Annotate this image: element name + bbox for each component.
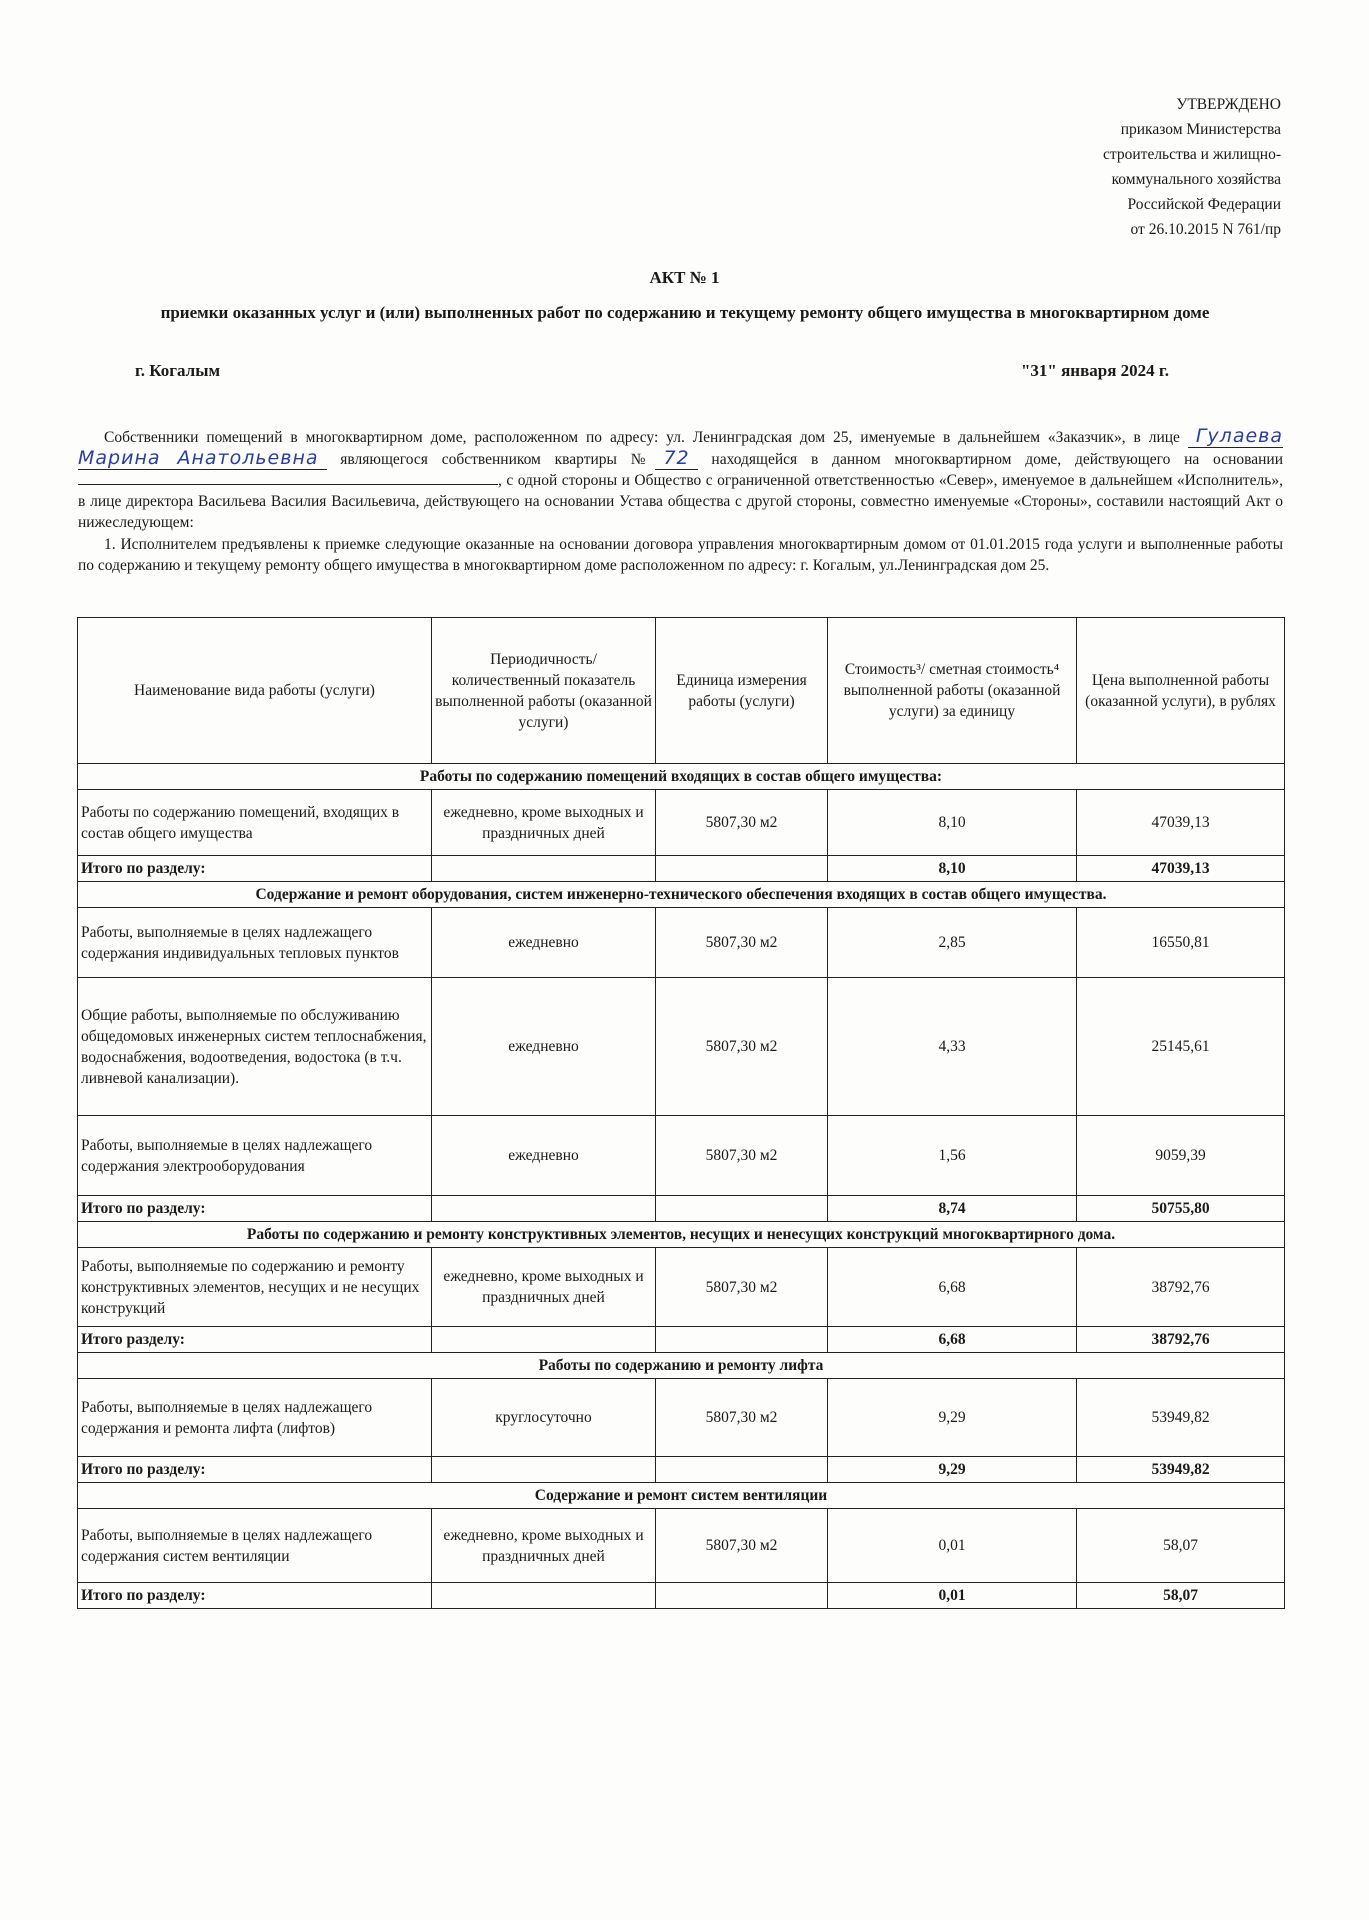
section-title: Работы по содержанию и ремонту лифта	[78, 1353, 1285, 1379]
cell-name: Работы, выполняемые в целях надлежащего содержания электрооборудования	[78, 1116, 432, 1196]
cell-price: 53949,82	[1077, 1379, 1285, 1457]
table-row	[78, 978, 1285, 1116]
empty-cell	[432, 1196, 656, 1222]
empty-cell	[432, 1583, 656, 1609]
empty-cell	[656, 1327, 828, 1353]
handwritten-apartment: 72	[655, 447, 697, 470]
approval-line: приказом Министерства	[1120, 121, 1281, 138]
table-row	[78, 1379, 1285, 1457]
cell-cost: 1,56	[828, 1116, 1077, 1196]
cell-unit: 5807,30 м2	[656, 1509, 828, 1583]
empty-cell	[432, 1327, 656, 1353]
clause-paragraph	[78, 534, 1283, 576]
total-label: Итого по разделу:	[78, 856, 432, 882]
section-title: Работы по содержанию помещений входящих в состав общего имущества:	[78, 764, 1285, 790]
approval-line: Российской Федерации	[1127, 196, 1281, 213]
cell-period: ежедневно, кроме выходных и праздничных дней	[432, 1248, 656, 1327]
section-title: Содержание и ремонт систем вентиляции	[78, 1483, 1285, 1509]
cell-price: 47039,13	[1077, 790, 1285, 856]
cell-price: 9059,39	[1077, 1116, 1285, 1196]
section-title-row	[78, 882, 1285, 908]
cell-period: ежедневно	[432, 1116, 656, 1196]
total-cost: 0,01	[828, 1583, 1077, 1609]
cell-name: Работы, выполняемые по содержанию и ремонту конструктивных элементов, несущих и не несущих конструкций	[78, 1248, 432, 1327]
section-title-row	[78, 764, 1285, 790]
cell-name: Общие работы, выполняемые по обслуживанию общедомовых инженерных систем теплоснабжения, водоснабжения, водоотведения, водостока (в т.ч. ливневой канализации).	[78, 978, 432, 1116]
cell-period: круглосуточно	[432, 1379, 656, 1457]
empty-cell	[432, 856, 656, 882]
section-title: Содержание и ремонт оборудования, систем инженерно-технического обеспечения входящих в состав общего имущества.	[78, 882, 1285, 908]
empty-cell	[656, 1583, 828, 1609]
section-title-row	[78, 1222, 1285, 1248]
act-title: АКТ № 1	[649, 268, 720, 287]
cell-unit: 5807,30 м2	[656, 1379, 828, 1457]
works-table	[77, 617, 1285, 1609]
total-price: 50755,80	[1077, 1196, 1285, 1222]
table-header-row	[78, 618, 1285, 764]
act-date: "31" января 2024 г.	[1020, 361, 1169, 380]
section-total-row	[78, 1196, 1285, 1222]
intro-text-2: являющегося собственником квартиры №	[340, 451, 656, 468]
empty-cell	[432, 1457, 656, 1483]
cell-name: Работы по содержанию помещений, входящих в состав общего имущества	[78, 790, 432, 856]
header-cost: Стоимость³/ сметная стоимость⁴ выполненной работы (оказанной услуги) за единицу	[828, 618, 1077, 764]
cell-price: 25145,61	[1077, 978, 1285, 1116]
city: г. Когалым	[135, 361, 221, 380]
section-title: Работы по содержанию и ремонту конструктивных элементов, несущих и ненесущих конструкций многоквартирного дома.	[78, 1222, 1285, 1248]
cell-name: Работы, выполняемые в целях надлежащего содержания систем вентиляции	[78, 1509, 432, 1583]
total-label: Итого разделу:	[78, 1327, 432, 1353]
empty-cell	[656, 1457, 828, 1483]
clause-text: 1. Исполнителем предъявлены к приемке следующие оказанные на основании договора управления многоквартирным домом от 01.01.2015 года услуги и выполненные работы по содержанию и текущему ремонту общего имущества в многоквартирном доме расположенном по адресу: г. Когалым, ул.Ленинградская дом 25.	[78, 536, 1283, 574]
cell-cost: 8,10	[828, 790, 1077, 856]
approval-line: УТВЕРЖДЕНО	[1176, 96, 1281, 113]
table-row	[78, 790, 1285, 856]
header-name: Наименование вида работы (услуги)	[78, 618, 432, 764]
approval-line: коммунального хозяйства	[1111, 171, 1281, 188]
cell-period: ежедневно	[432, 908, 656, 978]
table-row	[78, 908, 1285, 978]
cell-period: ежедневно, кроме выходных и праздничных дней	[432, 790, 656, 856]
cell-period: ежедневно, кроме выходных и праздничных дней	[432, 1509, 656, 1583]
cell-price: 38792,76	[1077, 1248, 1285, 1327]
empty-cell	[656, 1196, 828, 1222]
intro-text-1: Собственники помещений в многоквартирном доме, расположенном по адресу: ул. Ленинградская дом 25, именуемые в дальнейшем «Заказчик», в лице	[104, 429, 1180, 446]
header-period: Периодичность/ количественный показатель выполненной работы (оказанной услуги)	[432, 618, 656, 764]
total-cost: 6,68	[828, 1327, 1077, 1353]
cell-unit: 5807,30 м2	[656, 978, 828, 1116]
total-label: Итого по разделу:	[78, 1457, 432, 1483]
cell-name: Работы, выполняемые в целях надлежащего содержания индивидуальных тепловых пунктов	[78, 908, 432, 978]
intro-text-3: находящейся в данном многоквартирном доме, действующего на основании	[711, 451, 1283, 468]
table-row	[78, 1248, 1285, 1327]
cell-price: 58,07	[1077, 1509, 1285, 1583]
cell-unit: 5807,30 м2	[656, 1248, 828, 1327]
table-row	[78, 1509, 1285, 1583]
empty-cell	[656, 856, 828, 882]
table-row	[78, 1116, 1285, 1196]
total-cost: 9,29	[828, 1457, 1077, 1483]
cell-unit: 5807,30 м2	[656, 908, 828, 978]
approval-block	[1103, 92, 1281, 242]
cell-unit: 5807,30 м2	[656, 790, 828, 856]
act-subtitle: приемки оказанных услуг и (или) выполненных работ по содержанию и текущему ремонту общего имущества в многоквартирном доме	[160, 303, 1210, 322]
total-price: 38792,76	[1077, 1327, 1285, 1353]
total-cost: 8,10	[828, 856, 1077, 882]
cell-cost: 6,68	[828, 1248, 1077, 1327]
cell-cost: 0,01	[828, 1509, 1077, 1583]
header-unit: Единица измерения работы (услуги)	[656, 618, 828, 764]
intro-paragraph	[78, 426, 1283, 533]
handwritten-name: Гулаева Марина Анатольевна	[78, 425, 1283, 469]
section-total-row	[78, 856, 1285, 882]
section-total-row	[78, 1327, 1285, 1353]
cell-period: ежедневно	[432, 978, 656, 1116]
approval-line: от 26.10.2015 N 761/пр	[1130, 221, 1281, 238]
total-price: 53949,82	[1077, 1457, 1285, 1483]
total-label: Итого по разделу:	[78, 1196, 432, 1222]
cell-cost: 4,33	[828, 978, 1077, 1116]
total-cost: 8,74	[828, 1196, 1077, 1222]
cell-price: 16550,81	[1077, 908, 1285, 978]
section-title-row	[78, 1353, 1285, 1379]
total-label: Итого по разделу:	[78, 1583, 432, 1609]
total-price: 58,07	[1077, 1583, 1285, 1609]
section-total-row	[78, 1583, 1285, 1609]
section-total-row	[78, 1457, 1285, 1483]
cell-name: Работы, выполняемые в целях надлежащего содержания и ремонта лифта (лифтов)	[78, 1379, 432, 1457]
cell-cost: 9,29	[828, 1379, 1077, 1457]
cell-unit: 5807,30 м2	[656, 1116, 828, 1196]
header-price: Цена выполненной работы (оказанной услуги), в рублях	[1077, 618, 1285, 764]
blank-line	[78, 484, 498, 485]
intro-text-4: , с одной стороны и Общество с ограниченной ответственностью «Север», именуемое в дальнейшем «Исполнитель», в лице директора Васильева Василия Васильевича, действующего на основании Устава общества с другой стороны, совместно именуемые «Стороны», составили настоящий Акт о нижеследующем:	[78, 472, 1283, 531]
total-price: 47039,13	[1077, 856, 1285, 882]
section-title-row	[78, 1483, 1285, 1509]
approval-line: строительства и жилищно-	[1103, 146, 1281, 163]
cell-cost: 2,85	[828, 908, 1077, 978]
